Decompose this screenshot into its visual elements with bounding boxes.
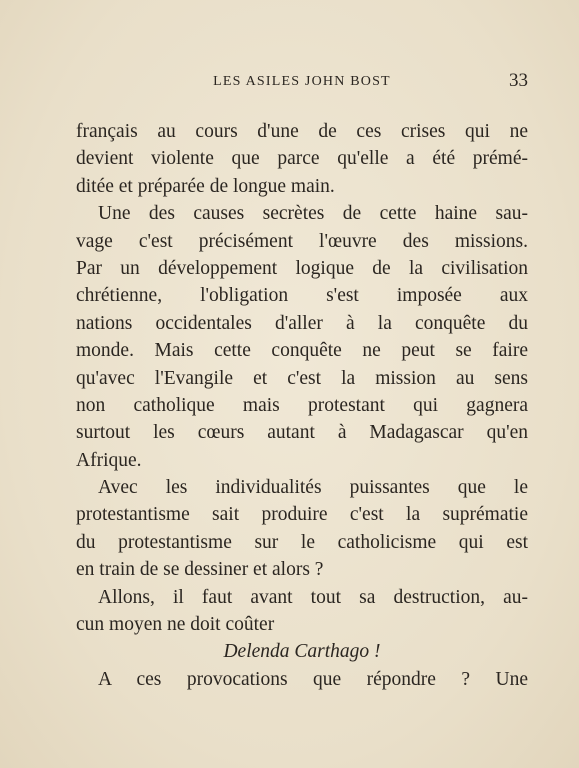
text-line: qu'avec l'Evangile et c'est la mission au sens — [76, 367, 528, 389]
page-header — [76, 70, 528, 96]
text-line: Une des causes secrètes de cette haine sau- — [98, 203, 528, 225]
text-line: surtout les cœurs autant à Madagascar qu'en — [76, 422, 528, 444]
text-line: ditée et préparée de longue main. — [76, 175, 335, 197]
text-line: en train de se dessiner et alors ? — [76, 559, 324, 581]
text-line: devient violente que parce qu'elle a été prémé- — [76, 148, 528, 170]
text-line: A ces provocations que répondre ? Une — [98, 668, 528, 690]
running-title: LES ASILES JOHN BOST — [213, 74, 391, 89]
text-line: protestantisme sait produire c'est la suprématie — [76, 504, 528, 526]
text-line: Avec les individualités puissantes que le — [98, 477, 528, 499]
latin-quote: Delenda Carthago ! — [223, 641, 381, 663]
text-line: monde. Mais cette conquête ne peut se faire — [76, 340, 528, 362]
text-line: Afrique. — [76, 449, 142, 471]
text-line: nations occidentales d'aller à la conquête du — [76, 312, 528, 334]
body-text — [76, 118, 528, 693]
text-line: chrétienne, l'obligation s'est imposée aux — [76, 285, 528, 307]
text-line: non catholique mais protestant qui gagnera — [76, 394, 528, 416]
text-line: Par un développement logique de la civilisation — [76, 257, 528, 279]
text-line: Allons, il faut avant tout sa destruction, au- — [98, 586, 528, 608]
text-line: vage c'est précisément l'œuvre des missions. — [76, 230, 528, 252]
text-line: français au cours d'une de ces crises qui ne — [76, 121, 528, 142]
text-line: cun moyen ne doit coûter — [76, 614, 275, 636]
page-number: 33 — [509, 70, 528, 91]
text-line: du protestantisme sur le catholicisme qui est — [76, 531, 528, 553]
